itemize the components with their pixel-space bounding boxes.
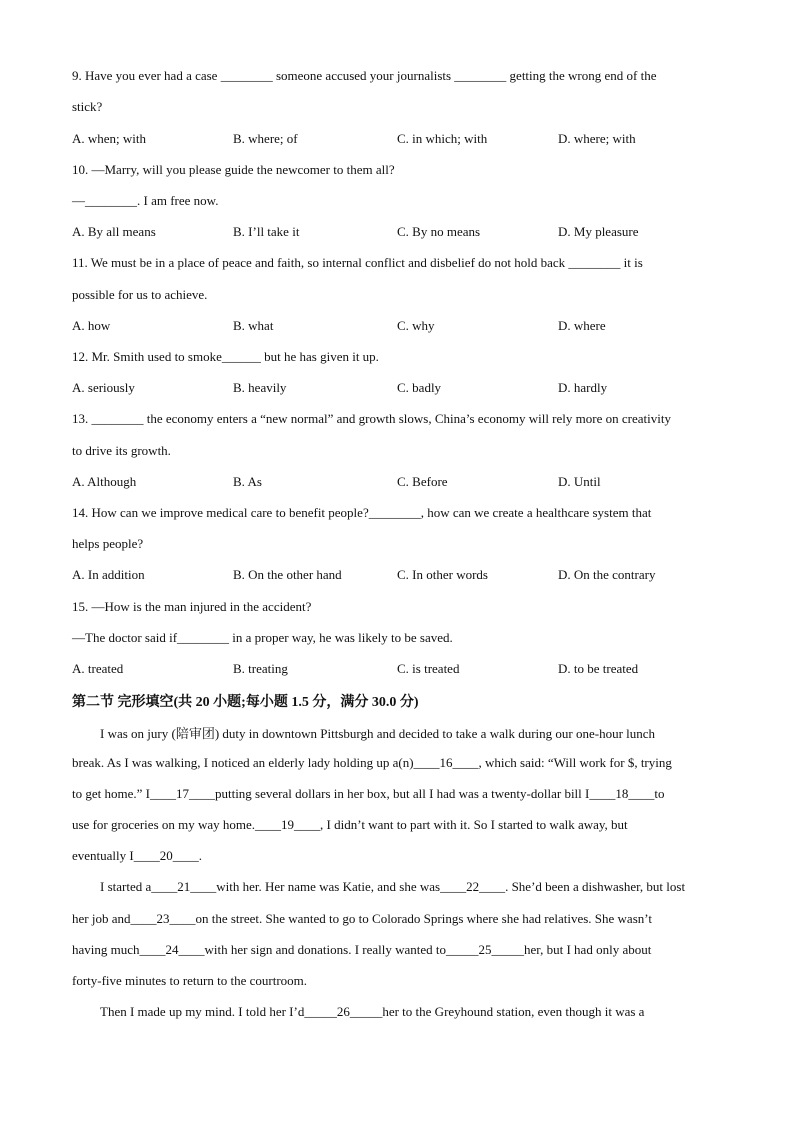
section-heading: 第二节 完形填空(共 20 小题;每小题 1.5 分，满分 30.0 分) — [72, 695, 419, 710]
passage-line: I started a____21____with her. Her name was Katie, and she was____22____. She’d been a dishwasher, but lost — [100, 879, 686, 894]
question-10-option-b: B. I’ll take it — [233, 224, 300, 239]
passage-line: break. As I was walking, I noticed an elderly lady holding up a(n)____16____, which said: “Will work for $, trying — [72, 755, 672, 770]
question-15-option-a: A. treated — [72, 661, 124, 676]
question-11-option-a: A. how — [72, 318, 111, 333]
question-10-line-2: —________. I am free now. — [72, 193, 219, 208]
question-9-option-a: A. when; with — [72, 131, 147, 146]
passage-line: her job and____23____on the street. She wanted to go to Colorado Springs where she had relatives. She wasn’t — [72, 911, 652, 926]
passage-line: to get home.” I____17____putting several dollars in her box, but all I had was a twenty-dollar bill I____18____to — [72, 786, 665, 801]
question-10-option-d: D. My pleasure — [558, 224, 639, 239]
question-14-line-1: 14. How can we improve medical care to benefit people?________, how can we create a healthcare system that — [72, 505, 652, 520]
passage-line: use for groceries on my way home.____19____, I didn’t want to part with it. So I started to walk away, but — [72, 817, 628, 832]
question-9-option-d: D. where; with — [558, 131, 636, 146]
question-14-option-a: A. In addition — [72, 567, 145, 582]
question-15-option-d: D. to be treated — [558, 661, 639, 676]
question-11-option-b: B. what — [233, 318, 274, 333]
question-9-line-1: 9. Have you ever had a case ________ someone accused your journalists ________ getting the wrong end of the — [72, 68, 657, 83]
question-15-option-b: B. treating — [233, 661, 288, 676]
question-14-option-d: D. On the contrary — [558, 567, 656, 582]
question-12-line-1: 12. Mr. Smith used to smoke______ but he has given it up. — [72, 349, 379, 364]
question-11-option-c: C. why — [397, 318, 435, 333]
question-13-option-b: B. As — [233, 474, 262, 489]
passage-line: eventually I____20____. — [72, 848, 202, 863]
passage-line: Then I made up my mind. I told her I’d_____26_____her to the Greyhound station, even though it was a — [100, 1004, 645, 1019]
question-11-line-1: 11. We must be in a place of peace and faith, so internal conflict and disbelief do not hold back ________ it is — [72, 255, 643, 270]
question-10-option-c: C. By no means — [397, 224, 481, 239]
passage-line: I was on jury (陪审团) duty in downtown Pittsburgh and decided to take a walk during our one-hour lunch — [100, 726, 656, 741]
question-10-option-a: A. By all means — [72, 224, 156, 239]
question-12-option-b: B. heavily — [233, 380, 287, 395]
question-12-option-c: C. badly — [397, 380, 442, 395]
question-9-option-c: C. in which; with — [397, 131, 488, 146]
question-14-option-c: C. In other words — [397, 567, 488, 582]
question-15-line-1: 15. —How is the man injured in the accident? — [72, 599, 312, 614]
question-11-option-d: D. where — [558, 318, 606, 333]
question-12-option-a: A. seriously — [72, 380, 135, 395]
passage-line: forty-five minutes to return to the courtroom. — [72, 973, 308, 988]
question-12-option-d: D. hardly — [558, 380, 608, 395]
question-9-line-2: stick? — [72, 99, 103, 114]
question-13-line-2: to drive its growth. — [72, 443, 171, 458]
question-11-line-2: possible for us to achieve. — [72, 287, 208, 302]
question-13-option-a: A. Although — [72, 474, 137, 489]
question-10-line-1: 10. —Marry, will you please guide the newcomer to them all? — [72, 162, 395, 177]
question-14-option-b: B. On the other hand — [233, 567, 342, 582]
passage-line: having much____24____with her sign and donations. I really wanted to_____25_____her, but I had only about — [72, 942, 652, 957]
question-13-option-d: D. Until — [558, 474, 601, 489]
question-9-option-b: B. where; of — [233, 131, 298, 146]
question-13-option-c: C. Before — [397, 474, 448, 489]
question-15-option-c: C. is treated — [397, 661, 460, 676]
question-13-line-1: 13. ________ the economy enters a “new normal” and growth slows, China’s economy will rely more on creativity — [72, 411, 671, 426]
question-15-line-2: —The doctor said if________ in a proper way, he was likely to be saved. — [72, 630, 453, 645]
question-14-line-2: helps people? — [72, 536, 144, 551]
